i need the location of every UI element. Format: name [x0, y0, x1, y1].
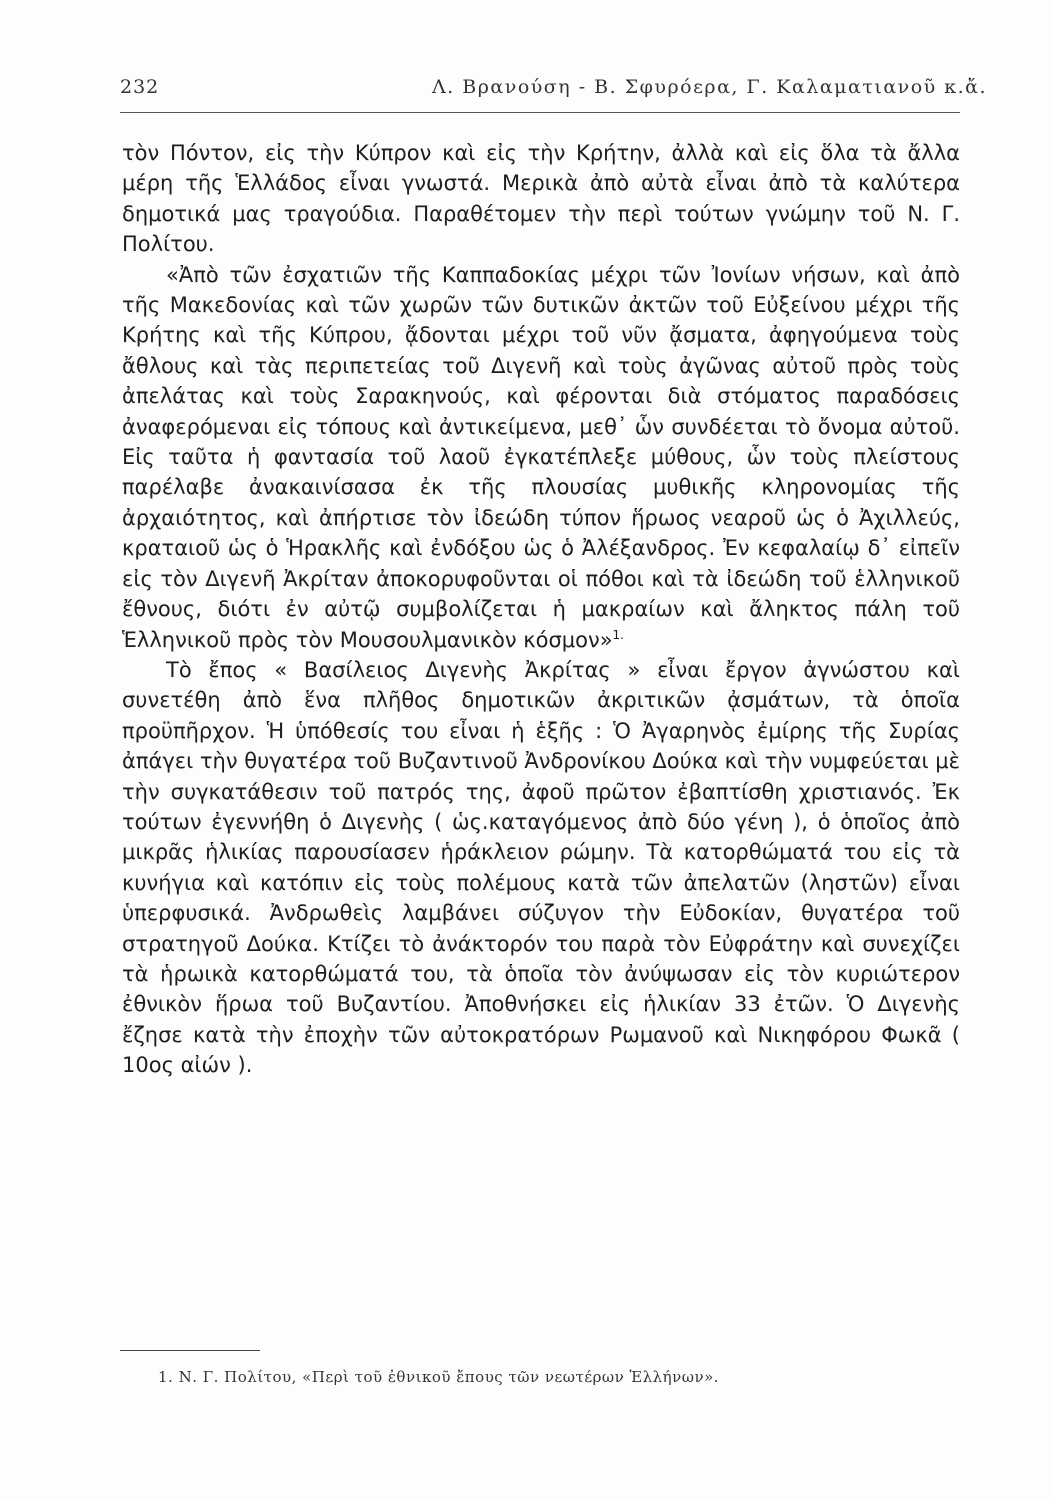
footnote-marker: 1.: [612, 627, 624, 642]
footnote-rule: [120, 1350, 260, 1351]
paragraph-2-quote: [122, 260, 960, 655]
page-header: [120, 76, 988, 106]
body-text: [122, 138, 960, 1081]
footnote: 1. Ν. Γ. Πολίτου, «Περὶ τοῦ ἐθνικοῦ ἔπους τῶν νεωτέρων Ἑλλήνων».: [158, 1368, 720, 1386]
quote-text: «Ἀπὸ τῶν ἐσχατιῶν τῆς Καππαδοκίας μέχρι τῶν Ἰονίων νήσων, καὶ ἀπὸ τῆς Μακεδονίας καὶ τῶν χωρῶν τῶν δυτικῶν ἀκτῶν τοῦ Εὐξείνου μέχρι τῆς Κρήτης καὶ τῆς Κύπρου, ᾄδονται μέχρι τοῦ νῦν ᾄσματα, ἀφηγούμενα τοὺς ἄθλους καὶ τὰς περιπετείας τοῦ Διγενῆ καὶ τοὺς ἀγῶνας αὐτοῦ πρὸς τοὺς ἀπελάτας καὶ τοὺς Σαρακηνούς, καὶ φέρονται διὰ στόματος παραδόσεις ἀναφερόμεναι εἰς τόπους καὶ ἀντικείμενα, μεθ᾽ ὧν συνδέεται τὸ ὄνομα αὐτοῦ. Εἰς ταῦτα ἡ φαντασία τοῦ λαοῦ ἐγκατέπλεξε μύθους, ὧν τοὺς πλείστους παρέλαβε ἀνακαινίσασα ἐκ τῆς πλουσίας μυθικῆς κληρονομίας τῆς ἀρχαιότητος, καὶ ἀπήρτισε τὸν ἰδεώδη τύπον ἥρωος νεαροῦ ὡς ὁ Ἀχιλλεύς, κραταιοῦ ὡς ὁ Ἡρακλῆς καὶ ἐνδόξου ὡς ὁ Ἀλέξανδρος. Ἐν κεφαλαίῳ δ᾽ εἰπεῖν εἰς τὸν Διγενῆ Ἀκρίταν ἀποκορυφοῦνται οἱ πόθοι καὶ τὰ ἰδεώδη τοῦ ἑλληνικοῦ ἔθνους, διότι ἐν αὐτῷ συμβολίζεται ἡ μακραίων καὶ ἄληκτος πάλη τοῦ Ἑλληνικοῦ πρὸς τὸν Μουσουλμανικὸν κόσμον»: [122, 262, 960, 652]
page-number: 232: [120, 76, 160, 98]
paragraph-1: τὸν Πόντον, εἰς τὴν Κύπρον καὶ εἰς τὴν Κρήτην, ἀλλὰ καὶ εἰς ὅλα τὰ ἄλλα μέρη τῆς Ἑλλάδος εἶναι γνωστά. Μερικὰ ἀπὸ αὐτὰ εἶναι ἀπὸ τὰ καλύτερα δημοτικά μας τραγούδια. Παραθέτομεν τὴν περὶ τούτων γνώμην τοῦ Ν. Γ. Πολίτου.: [122, 141, 960, 257]
paragraph-3: Τὸ ἔπος « Βασίλειος Διγενὴς Ἀκρίτας » εἶναι ἔργον ἀγνώστου καὶ συνετέθη ἀπὸ ἕνα πλῆθος δημοτικῶν ἀκριτικῶν ᾀσμάτων, τὰ ὁποῖα προϋπῆρχον. Ἡ ὑπόθεσίς του εἶναι ἡ ἑξῆς : Ὁ Ἀγαρηνὸς ἐμίρης τῆς Συρίας ἀπάγει τὴν θυγατέρα τοῦ Βυζαντινοῦ Ἀνδρονίκου Δούκα καὶ τὴν νυμφεύεται μὲ τὴν συγκατάθεσιν τοῦ πατρός της, ἀφοῦ πρῶτον ἐβαπτίσθη χριστιανός. Ἐκ τούτων ἐγεννήθη ὁ Διγενὴς ( ὡς.καταγόμενος ἀπὸ δύο γένη ), ὁ ὁποῖος ἀπὸ μικρᾶς ἡλικίας παρουσίασεν ἡράκλειον ρώμην. Τὰ κατορθώματά του εἰς τὰ κυνήγια καὶ κατόπιν εἰς τοὺς πολέμους κατὰ τῶν ἀπελατῶν (ληστῶν) εἶναι ὑπερφυσικά. Ἀνδρωθεὶς λαμβάνει σύζυγον τὴν Εὐδοκίαν, θυγατέρα τοῦ στρατηγοῦ Δούκα. Κτίζει τὸ ἀνάκτορόν του παρὰ τὸν Εὐφράτην καὶ συνεχίζει τὰ ἡρωικὰ κατορθώματά του, τὰ ὁποῖα τὸν ἀνύψωσαν εἰς τὸν κυριώτερον ἐθνικὸν ἥρωα τοῦ Βυζαντίου. Ἀποθνήσκει εἰς ἡλικίαν 33 ἐτῶν. Ὁ Διγενὴς ἔζησε κατὰ τὴν ἐποχὴν τῶν αὐτοκρατόρων Ρωμανοῦ καὶ Νικηφόρου Φωκᾶ ( 10ος αἰών ).: [122, 657, 960, 1078]
running-head: Λ. Βρανούση - Β. Σφυρόερα, Γ. Καλαματιανοῦ κ.ἄ.: [432, 76, 988, 98]
header-rule: [120, 112, 960, 113]
